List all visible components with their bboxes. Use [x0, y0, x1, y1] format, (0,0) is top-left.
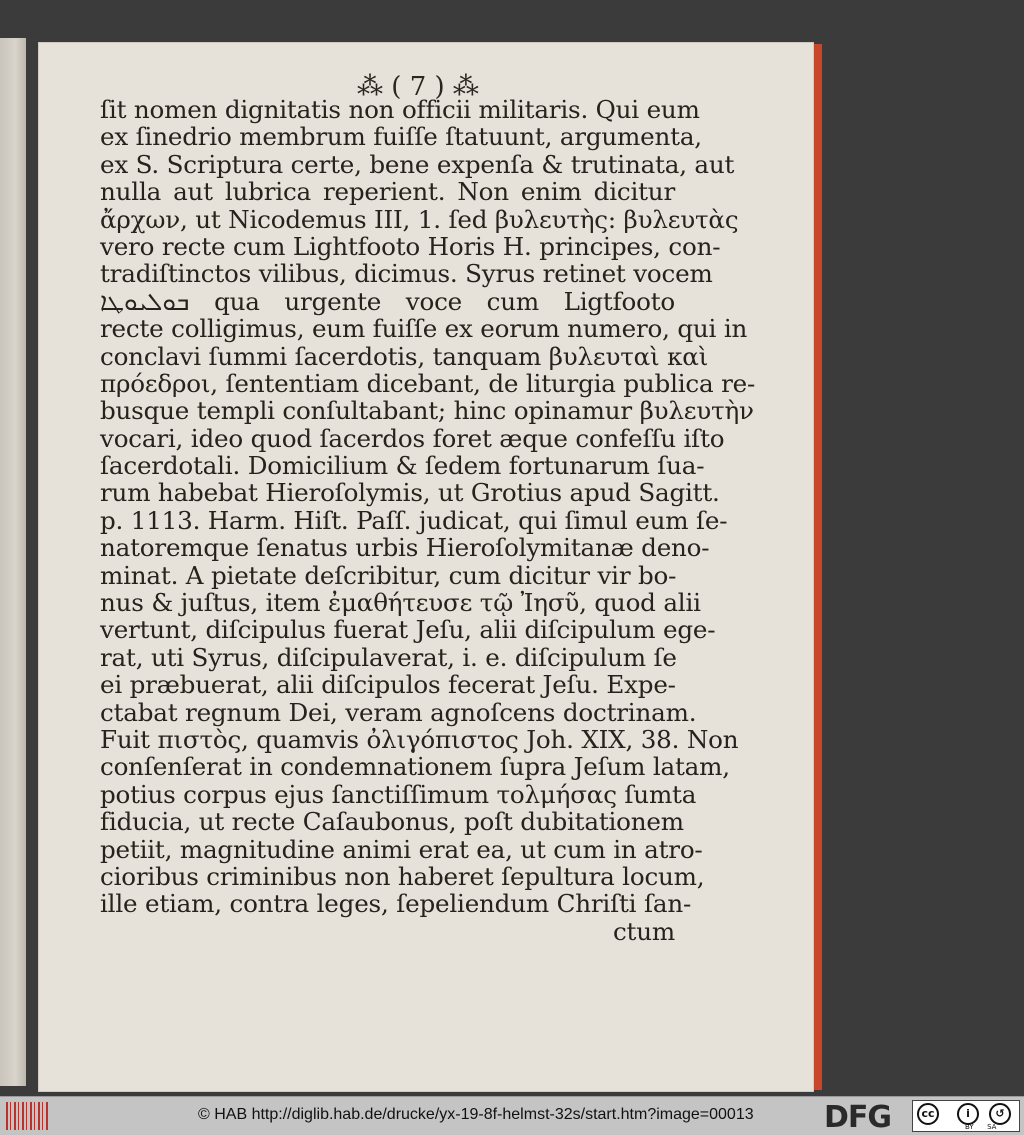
text-line: Fuit πιστὸς, quamvis ὀλιγόπιστος Joh. XIX, 38. Non	[100, 724, 739, 754]
text-line: πρόεδροι, ſententiam dicebant, de liturgia publica re-	[100, 368, 756, 398]
page-text	[100, 95, 756, 946]
text-line: nulla aut lubrica reperient. Non enim dicitur	[100, 177, 675, 207]
book-page	[38, 42, 814, 1092]
text-line: potius corpus ejus ſanctiſſimum τολμήσας ſumta	[100, 779, 697, 809]
page-header: ⁂ ( 7 ) ⁂	[357, 72, 479, 102]
text-line: p. 1113. Harm. Hiſt. Paſſ. judicat, qui ſimul eum ſe-	[100, 505, 728, 535]
cc-license-badge[interactable]	[912, 1100, 1020, 1132]
share-alike-icon: ↺	[989, 1103, 1011, 1125]
text-line: ille etiam, contra leges, ſepeliendum Chriſti ſan-	[100, 889, 692, 919]
text-line: ei præbuerat, alii diſcipulos fecerat Jeſu. Expe-	[100, 670, 676, 700]
text-line: ctum	[612, 916, 675, 946]
text-line: ex S. Scriptura certe, bene expenſa & trutinata, aut	[100, 149, 735, 179]
text-line: nus & juſtus, item ἐμαθήτευσε τῷ Ἰησῦ, quod alii	[100, 588, 701, 618]
text-line: rum habebat Hieroſolymis, ut Grotius apud Sagitt.	[100, 478, 720, 508]
text-line: conſenſerat in condemnationem ſupra Jeſum latam,	[100, 752, 730, 782]
text-line: cioribus criminibus non haberet ſepultura locum,	[100, 861, 705, 891]
text-line: natoremque ſenatus urbis Hieroſolymitanæ deno-	[100, 533, 710, 563]
footer-bar	[0, 1096, 1024, 1135]
cc-icon: cc	[917, 1103, 939, 1125]
text-line: petiit, magnitudine animi erat ea, ut cum in atro-	[100, 834, 703, 864]
cc-labels: BY SA	[965, 1123, 997, 1131]
text-line: tradiſtinctos vilibus, dicimus. Syrus retinet vocem	[100, 259, 713, 289]
text-line: minat. A pietate deſcribitur, cum dicitur vir bo-	[100, 560, 677, 590]
text-line: ἄρχων, ut Nicodemus III, 1. ſed βυλευτὴς: βυλευτὰς	[100, 204, 739, 234]
text-line: vertunt, diſcipulus fuerat Jeſu, alii diſcipulum ege-	[100, 615, 716, 645]
text-line: vero recte cum Lightfooto Horis H. principes, con-	[100, 231, 721, 261]
dfg-logo: DFG	[824, 1100, 892, 1135]
text-line: ſacerdotali. Domicilium & ſedem fortunarum ſua-	[100, 451, 705, 481]
text-line: rat, uti Syrus, diſcipulaverat, i. e. diſcipulum ſe	[100, 642, 677, 672]
text-line: busque templi conſultabant; hinc opinamur βυλευτὴν	[100, 396, 754, 426]
text-line: ܒܘܠܝܘܛܐ qua urgente voce cum Ligtfooto	[100, 286, 675, 316]
hab-barcode-icon	[6, 1102, 48, 1130]
text-line: ſit nomen dignitatis non officii militaris. Qui eum	[100, 95, 700, 124]
text-line: conclavi ſummi ſacerdotis, tanquam βυλευταὶ καὶ	[100, 341, 709, 371]
page-edge-red	[814, 44, 822, 1090]
text-line: ex ſinedrio membrum fuiſſe ſtatuunt, argumenta,	[100, 122, 702, 152]
previous-page-edge	[0, 38, 26, 1086]
copyright-text[interactable]: © HAB http://diglib.hab.de/drucke/yx-19-8f-helmst-32s/start.htm?image=00013	[198, 1106, 754, 1123]
text-line: vocari, ideo quod ſacerdos foret æque confeſſu iſto	[100, 423, 725, 453]
text-line: recte colligimus, eum fuiſſe ex eorum numero, qui in	[100, 314, 748, 344]
attribution-icon: i	[957, 1103, 979, 1125]
text-line: ctabat regnum Dei, veram agnoſcens doctrinam.	[100, 697, 697, 727]
text-line: fiducia, ut recte Caſaubonus, poſt dubitationem	[100, 807, 684, 837]
